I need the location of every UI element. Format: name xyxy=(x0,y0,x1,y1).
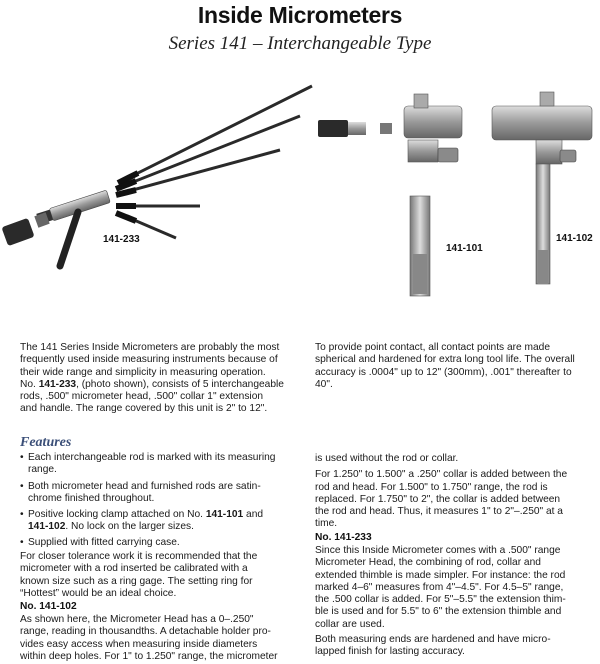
feature-bullet-2: • Both micrometer head and furnished rods are satin- chrome finished throughout. xyxy=(20,481,261,505)
feature-bullet-1: • Each interchangeable rod is marked with its measuring range. xyxy=(20,452,276,476)
heading-141-233: No. 141-233 xyxy=(315,532,372,543)
caption-141-101: 141-101 xyxy=(446,243,483,254)
finish-paragraph: Both measuring ends are hardened and have micro- lapped finish for lasting accuracy. xyxy=(315,634,551,658)
page-subtitle: Series 141 – Interchangeable Type xyxy=(168,33,432,54)
micrometer-141-102 xyxy=(492,92,592,284)
accuracy-paragraph: To provide point contact, all contact points are made spherical and hardened for extra long tool life. The overall accuracy is .0004" up to 12" (300mm), .001" thereafter to 40". xyxy=(315,342,575,390)
rod-set-141-233 xyxy=(1,86,312,266)
heading-141-102: No. 141-102 xyxy=(20,601,77,612)
feature-bullet-4: • Supplied with fitted carrying case. xyxy=(20,537,180,548)
feature-bullet-3: • Positive locking clamp attached on No. 141-101 and 141-102. No lock on the larger sizes. xyxy=(20,509,264,533)
micrometer-141-101 xyxy=(318,94,462,296)
paragraph-141-102-continued: is used without the rod or collar. For 1.250" to 1.500" a .250" collar is added between the rod and head. For 1.500" to 1.750" range, the rod is replaced. For 1.750" to 2", the collar is added between the rod and head. Thus, it measures 1" to 2"–.250" at a time. xyxy=(315,453,568,530)
caption-141-233: 141-233 xyxy=(103,234,140,245)
caption-141-102: 141-102 xyxy=(556,233,593,244)
paragraph-141-233: Since this Inside Micrometer comes with a .500" range Micrometer Head, the combining of rod, collar and extended thimble is made simpler. For instance: the rod marked 4–6" measures from 4"–4.5". For 4.5–5" range, the .500 collar is added. For 5"–5.5" the extension thim- ble is used and for 5.5" to 6" the extension thimble and collar are used. xyxy=(315,545,566,630)
product-photo xyxy=(0,62,600,322)
paragraph-141-102: As shown here, the Micrometer Head has a 0–.250" range, reading in thousandths. A detachable holder pro- vides easy access when measuring inside diameters within deep holes. For 1" to 1.250" range, the micrometer xyxy=(20,614,278,662)
intro-paragraph: The 141 Series Inside Micrometers are probably the most frequently used inside measuring instruments because of their wide range and simplicity in measuring operation. No. 141-233, (photo shown), consists of 5 interchangeable rods, .500" micrometer head, .500" collar 1" extension and handle. The range covered by this unit is 2" to 12". xyxy=(20,342,284,415)
page-title: Inside Micrometers xyxy=(197,2,403,28)
features-heading: Features xyxy=(20,435,72,450)
calibration-paragraph: For closer tolerance work it is recommended that the micrometer with a rod inserted be calibrated with a known size such as a ring gage. The setting ring for “Hottest” would be an ideal choice. xyxy=(20,551,258,599)
